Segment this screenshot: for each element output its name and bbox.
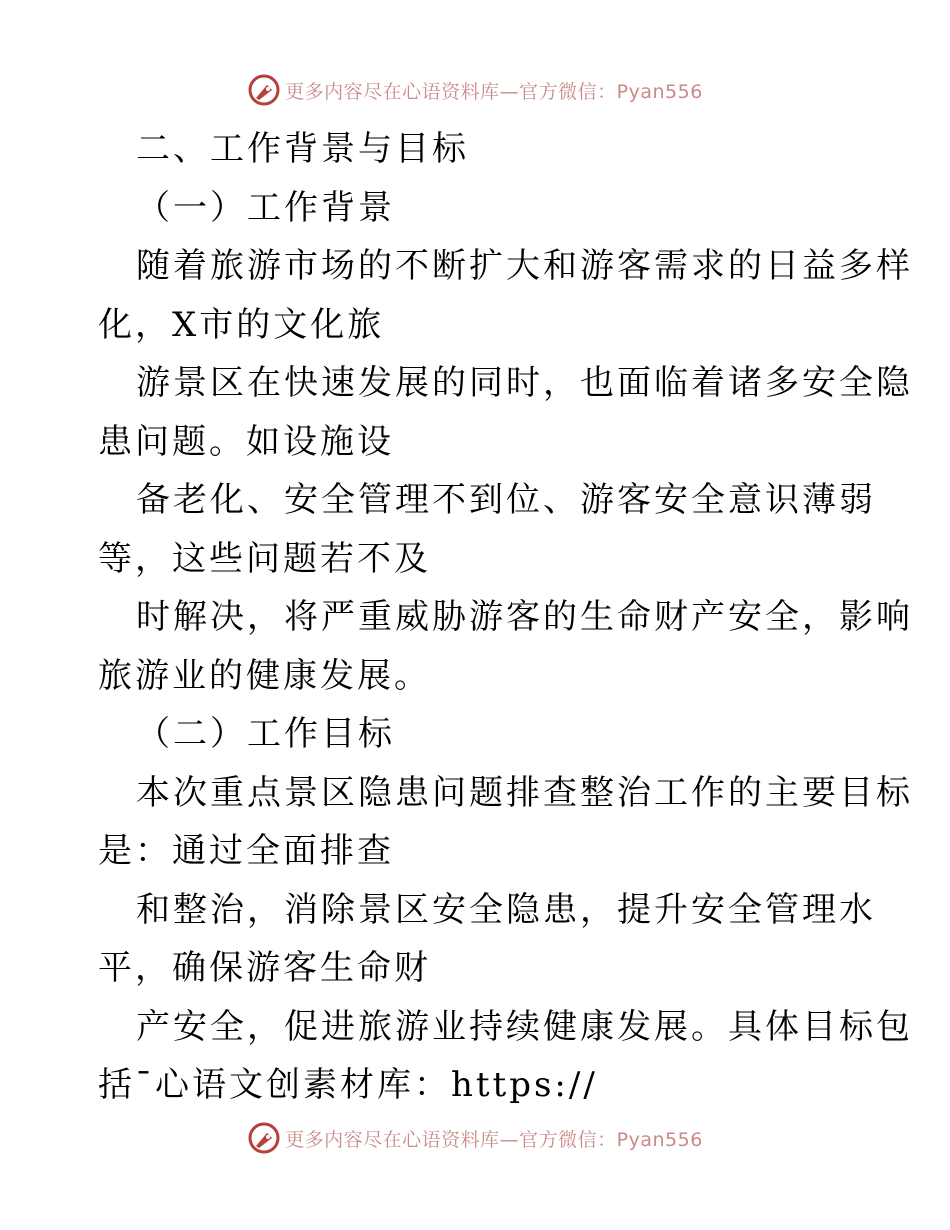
document-line: 游景区在快速发展的同时，也面临着诸多安全隐	[136, 363, 913, 403]
document-line: 本次重点景区隐患问题排查整治工作的主要目标	[136, 772, 913, 813]
footer-watermark-banner	[0, 1118, 950, 1158]
document-line: 产安全，促进旅游业持续健康发展。具体目标包	[136, 1006, 913, 1047]
document-line: 括¯心语文创素材库：https://	[98, 1065, 598, 1105]
document-line: 化，X市的文化旅	[98, 304, 385, 345]
document-line: 随着旅游市场的不断扩大和游客需求的日益多样	[136, 246, 913, 286]
document-line: 是：通过全面排查	[98, 831, 394, 871]
footer-watermark-text: 更多内容尽在心语资料库—官方微信：Pyan556	[285, 1128, 703, 1151]
header-watermark-text: 更多内容尽在心语资料库—官方微信：Pyan556	[285, 80, 703, 103]
pen-nib-logo-icon	[247, 1121, 281, 1155]
document-line: 等，这些问题若不及	[98, 538, 431, 579]
header-watermark-banner	[0, 70, 950, 110]
document-body	[98, 120, 913, 1115]
document-line: 时解决，将严重威胁游客的生命财产安全，影响	[136, 597, 913, 637]
document-line: 旅游业的健康发展。	[98, 655, 431, 696]
document-line: （二）工作目标	[136, 714, 395, 754]
document-line: 备老化、安全管理不到位、游客安全意识薄弱	[136, 480, 876, 520]
document-line: 和整治，消除景区安全隐患，提升安全管理水	[136, 889, 876, 930]
document-line: 平，确保游客生命财	[98, 948, 431, 988]
pen-nib-logo-icon	[247, 73, 281, 107]
document-line: 患问题。如设施设	[98, 421, 394, 462]
document-line: 二、工作背景与目标	[136, 129, 469, 169]
document-line: （一）工作背景	[136, 187, 395, 228]
